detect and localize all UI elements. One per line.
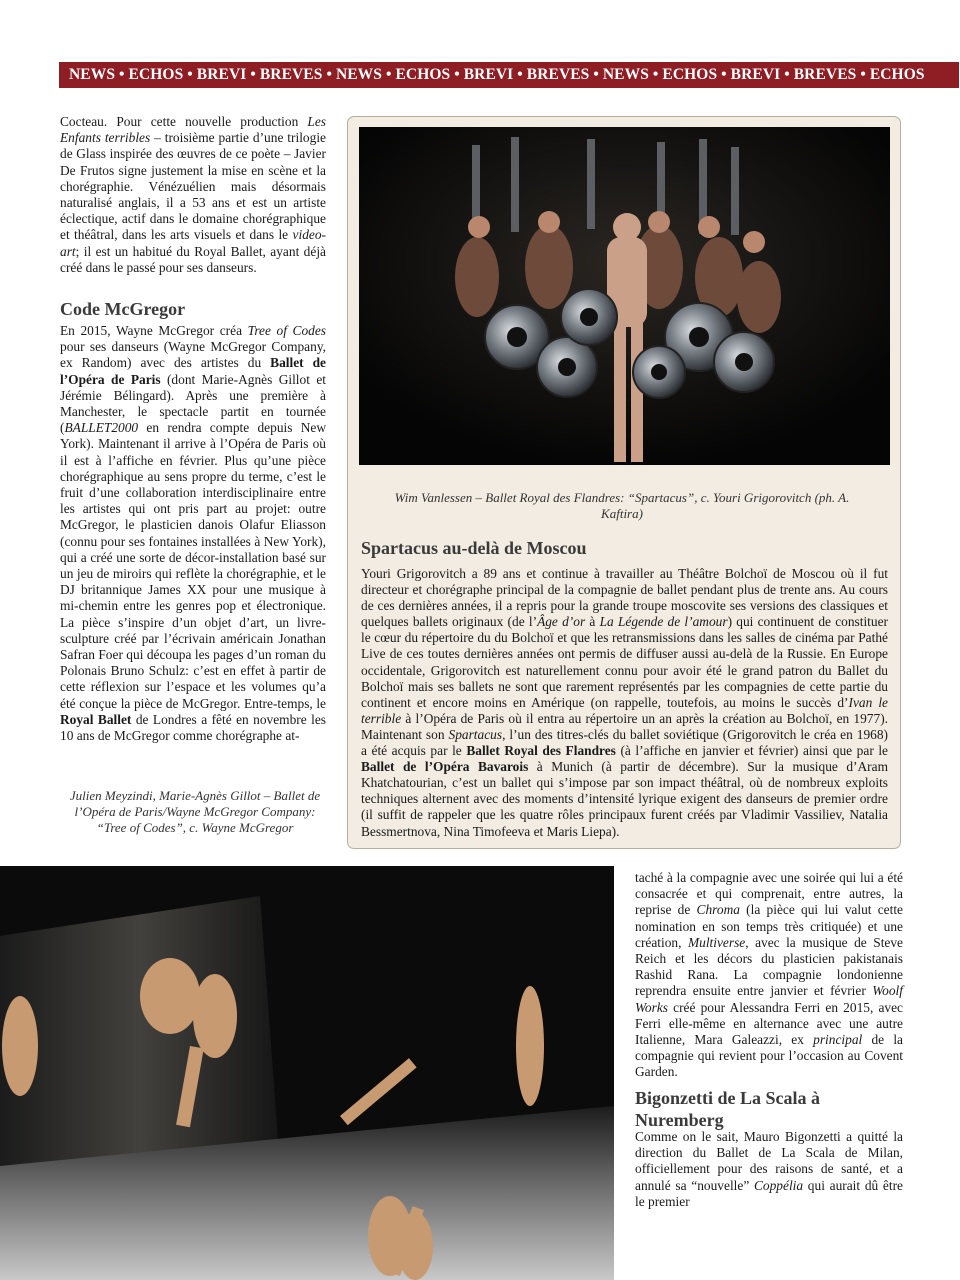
text-run: – troisième partie d’une trilogie de Glass inspirée des œuvres de ce poète – Javier De Frutos signe justement la mise en scène et la chorégraphie. Vénézuélien mais désormais naturalisé anglais, il a 53 ans et est un artiste éclectique, actif dans le domaine chorégraphique et théâtral, dans les arts visuels et dans le (60, 130, 326, 243)
company-name: Ballet de l’Opéra Bavarois (361, 759, 529, 775)
text-run: à (585, 614, 600, 630)
text-run: Cocteau. Pour cette nouvelle production (60, 114, 308, 129)
work-title: La Légende de l’amour (599, 614, 728, 630)
intro-article-text (60, 114, 326, 276)
work-title: Tree of Codes (247, 323, 327, 338)
mcgregor-article-continued (635, 870, 903, 1081)
text-run: En 2015, Wayne McGregor créa (60, 323, 248, 338)
emphasis: video-art (60, 227, 326, 259)
mcgregor-article-text (60, 323, 326, 744)
tree-of-codes-caption: Julien Meyzindi, Marie-Agnès Gillot – Ballet de l’Opéra de Paris/Wayne McGregor Company: “Tree of Codes”, c. Wayne McGregor (69, 788, 321, 835)
company-name: Ballet de l’Opéra de Paris (60, 355, 326, 387)
text-run: ) qui continuent de constituer le cœur du répertoire du du Bolchoï et que les retransmissions dans les salles de cinéma par Pathé Live de ces toutes dernières années ont permis de diffuser aussi au-delà de la Russie. En Europe occidentale, Grigorovitch est naturellement connu pour avoir été le grand patron du Ballet du Bolchoï mais ses ballets ne sont que rarement représentés par les compagnies de cette partie du continent et encore moins en Amérique (on rappelle, toutefois, au moins le succès d’ (361, 614, 889, 710)
work-title: Chroma (696, 902, 740, 918)
text-run: ; il est un habitué du Royal Ballet, ayant déjà créé dans le passé pour ses danseurs. (60, 243, 326, 275)
text-run: taché à la compagnie avec une soirée qui lui a été consacrée et qui comprenait, entre autres, la reprise de (635, 870, 903, 918)
company-name: Ballet Royal des Flandres (466, 743, 616, 759)
spartacus-photo (359, 127, 890, 465)
text-run: de Londres a fêté en novembre les 10 ans de McGregor comme chorégraphe at- (60, 711, 326, 744)
text-run: à Munich (à partir de décembre). Sur la musique d’Aram Khatchatourian, c’est un ballet qui s’impose par son impact théâtral, où de nombreux exploits techniques alternent avec des moments d’intensité lyrique exigent des danseurs de premier ordre (il suffit de rappeler que les quatre rôles principaux furent créés par Vladimir Vassiliev, Natalia Bessmertnova, Nina Timofeeva et Maris Liepa). (361, 759, 889, 839)
work-title: Ivan le terrible (361, 694, 888, 726)
text-run: de la compagnie qui revient pour l’occasion au Covent Garden. (635, 1032, 903, 1080)
news-banner: NEWS • ECHOS • BREVI • BREVES • NEWS • ECHOS • BREVI • BREVES • NEWS • ECHOS • BREVI • BREVES • ECHOS (59, 62, 959, 88)
text-run: en rendra compte depuis New York). Maintenant il arrive à l’Opéra de Paris où il est à l’affiche en février. Plus qu’une pièce chorégraphique au sens propre du terme, c’est le fruit d’une collaboration interdisciplinaire entre les artistes qui ont pris part au projet: outre McGregor, le plasticien danois Olafur Eliasson (connu pour ses fontaines installées à New York), qui a créé une sorte de décor-installation basé sur un jeu de miroirs qui reflète la chorégraphie, et le DJ britannique James XX pour une musique à mi-chemin entre les genres pop et électronique. La pièce s’inspire d’un objet d’art, un livre-sculpture créé par l’écrivain américain Jonathan Safran Foer qui découpa les pages d’un roman du Polonais Bruno Schulz: c’est en effet à partir de cette réflexion sur l’espace et les volumes qu’a été conçue la pièce de McGregor. Entre-temps, le (60, 420, 326, 711)
spartacus-image (359, 127, 890, 465)
text-run: à l’Opéra de Paris où il entra au répertoire un an après la création au Bolchoï, en 1977). Maintenant son (361, 710, 888, 742)
text-run: Comme on le sait, Mauro Bigonzetti a quitté la direction du Ballet de La Scala de Milan, officiellement pour des raisons de santé, et a annulé sa “nouvelle” (635, 1129, 903, 1193)
work-title: Les Enfants terribles (60, 114, 326, 146)
tree-of-codes-image (0, 866, 614, 1280)
work-title: Coppélia (753, 1177, 804, 1193)
spartacus-caption: Wim Vanlessen – Ballet Royal des Flandres: “Spartacus”, c. Youri Grigorovitch (ph. A. Kaftira) (394, 490, 850, 521)
magazine-name: BALLET2000 (64, 420, 139, 436)
text-run: créé pour Alessandra Ferri en 2015, avec Ferri elle-même en alternance avec une autre Italienne, Mara Galeazzi, ex (635, 999, 903, 1048)
work-title: Multiverse (687, 934, 746, 950)
work-title: Spartacus (448, 726, 503, 742)
company-name: Royal Ballet (60, 711, 132, 727)
heading-spartacus: Spartacus au-delà de Moscou (361, 538, 587, 558)
tree-of-codes-photo (0, 866, 614, 1280)
work-title: Woolf Works (635, 983, 903, 1015)
spartacus-article-text (361, 566, 888, 840)
work-title: Âge d’or (537, 614, 586, 630)
emphasis: principal (813, 1032, 863, 1048)
text-run: (dont Marie-Agnès Gillot et Jérémie Bélingard). Après une première à Manchester, le spectacle partit en tournée ( (60, 371, 327, 436)
text-run: (la pièce qui lui valut cette nomination en son temps très critiquée) et une création, (635, 902, 903, 950)
text-run: qui aurait dû être le premier (635, 1177, 903, 1209)
text-run: , avec la musique de Steve Reich et les décors du plasticien pakistanais Rashid Rana. La compagnie londonienne reprendra ensuite entre janvier et février (635, 934, 903, 999)
bigonzetti-article-text (635, 1129, 903, 1210)
heading-code-mcgregor: Code McGregor (60, 299, 186, 319)
text-run: Youri Grigorovitch a 89 ans et continue à travailler au Théâtre Bolchoï de Moscou où il fut directeur et chorégraphe principal de la compagnie de ballet pendant plus de trente ans. Au cours de ces dernières années, il a repris pour la grande troupe moscovite ses versions des classiques et quelques ballets originaux (de l’ (361, 566, 888, 630)
heading-bigonzetti: Bigonzetti de La Scala à Nuremberg (635, 1088, 820, 1130)
text-run: pour ses danseurs (Wayne McGregor Company, ex Random) avec des artistes du (60, 339, 326, 371)
text-run: (à l’affiche en janvier et février) ainsi que par le (615, 743, 889, 759)
text-run: , l’un des titres-clés du ballet soviétique (Grigorovitch le créa en 1968) a été acquis par le (361, 726, 889, 759)
